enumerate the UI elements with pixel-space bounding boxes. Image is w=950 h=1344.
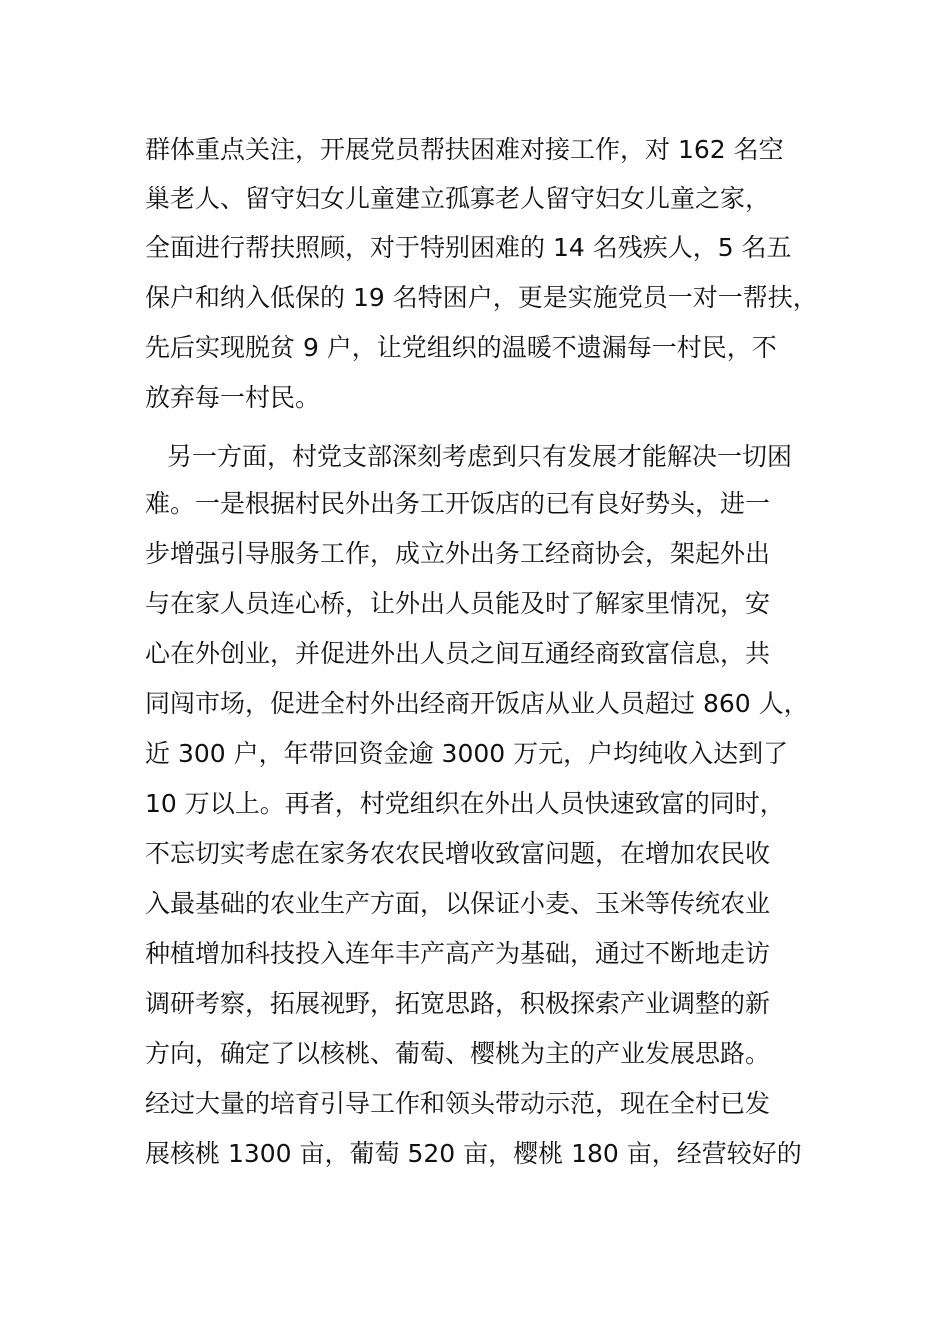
text-line: 种植增加科技投入连年丰产高产为基础，通过不断地走访 xyxy=(145,939,771,968)
text-line: 入最基础的农业生产方面，以保证小麦、玉米等传统农业 xyxy=(145,889,771,918)
text-line: 同闯市场，促进全村外出经商开饭店从业人员超过 860 人， xyxy=(145,689,809,718)
text-line: 放弃每一村民。 xyxy=(145,383,321,412)
text-line: 全面进行帮扶照顾，对于特别困难的 14 名残疾人，5 名五 xyxy=(145,233,792,262)
text-line: 心在外创业，并促进外出人员之间互通经商致富信息，共 xyxy=(145,639,771,668)
text-line: 步增强引导服务工作，成立外出务工经商协会，架起外出 xyxy=(145,539,771,568)
text-line: 近 300 户，年带回资金逾 3000 万元，户均纯收入达到了 xyxy=(145,739,789,768)
text-line: 难。一是根据村民外出务工开饭店的已有良好势头，进一 xyxy=(145,489,771,518)
text-line: 保户和纳入低保的 19 名特困户，更是实施党员一对一帮扶， xyxy=(145,283,818,312)
paragraph-first-line: 另一方面，村党支部深刻考虑到只有发展才能解决一切困 xyxy=(167,442,793,471)
text-line: 与在家人员连心桥，让外出人员能及时了解家里情况，安 xyxy=(145,589,771,618)
text-line: 方向，确定了以核桃、葡萄、樱桃为主的产业发展思路。 xyxy=(145,1039,771,1068)
text-line: 经过大量的培育引导工作和领头带动示范，现在全村已发 xyxy=(145,1089,771,1118)
text-line: 10 万以上。再者，村党组织在外出人员快速致富的同时， xyxy=(145,789,785,818)
text-line: 群体重点关注，开展党员帮扶困难对接工作，对 162 名空 xyxy=(145,135,784,164)
text-line: 先后实现脱贫 9 户，让党组织的温暖不遗漏每一村民，不 xyxy=(145,333,777,362)
text-line: 展核桃 1300 亩，葡萄 520 亩，樱桃 180 亩，经营较好的 xyxy=(145,1139,802,1168)
text-line: 调研考察，拓展视野，拓宽思路，积极探索产业调整的新 xyxy=(145,989,771,1018)
text-line: 巢老人、留守妇女儿童建立孤寡老人留守妇女儿童之家， xyxy=(145,184,771,213)
text-line: 不忘切实考虑在家务农农民增收致富问题，在增加农民收 xyxy=(145,839,771,868)
